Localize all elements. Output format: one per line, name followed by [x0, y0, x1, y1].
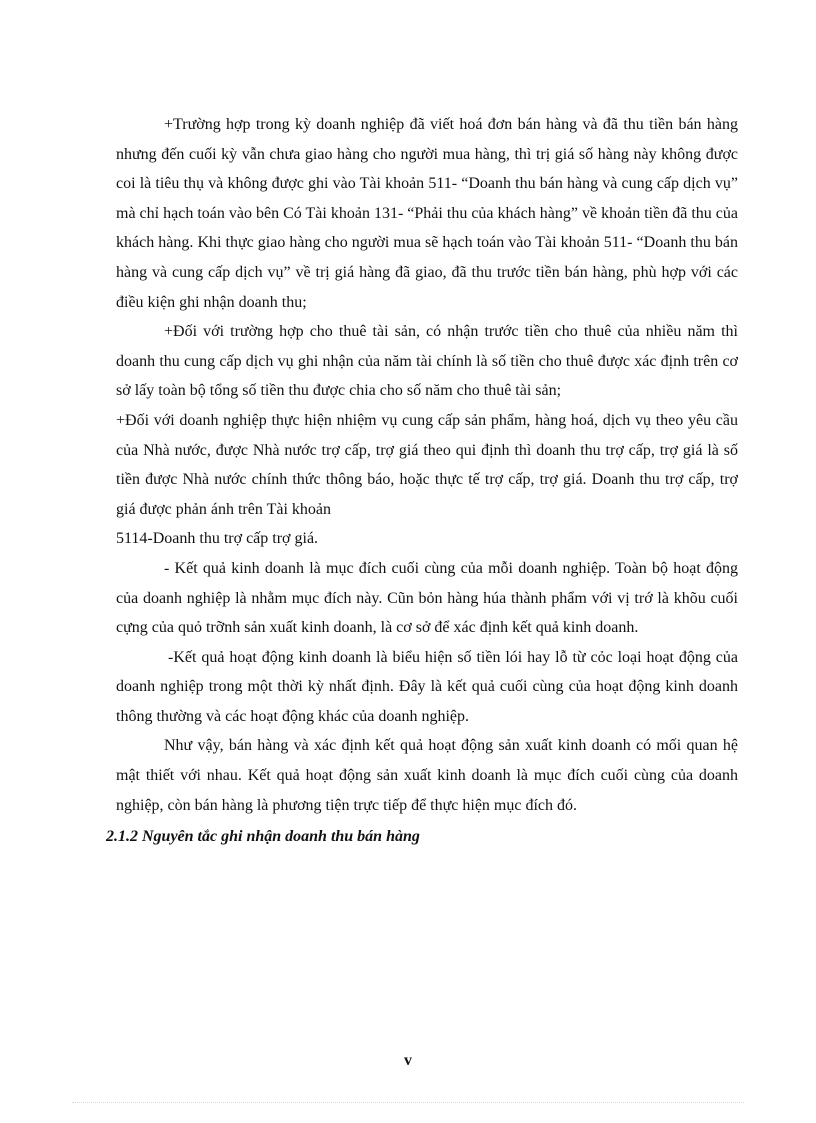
page-bottom-rule [72, 1102, 744, 1103]
section-heading: 2.1.2 Nguyên tắc ghi nhận doanh thu bán hàng [106, 828, 420, 846]
document-body [106, 110, 738, 852]
paragraph-prepaid-sales: +Trường hợp trong kỳ doanh nghiệp đã viết hoá đơn bán hàng và đã thu tiền bán hàng nhưng đến cuối kỳ vẫn chưa giao hàng cho người mua hàng, thì trị giá số hàng này không được coi là tiêu thụ và không được ghi vào Tài khoản 511- “Doanh thu bán hàng và cung cấp dịch vụ” mà chỉ hạch toán vào bên Có Tài khoản 131- “Phải thu của khách hàng” về khoản tiền đã thu của khách hàng. Khi thực giao hàng cho người mua sẽ hạch toán vào Tài khoản 511- “Doanh thu bán hàng và cung cấp dịch vụ” về trị giá hàng đã giao, đã thu trước tiền bán hàng, phù hợp với các điều kiện ghi nhận doanh thu; [116, 116, 738, 311]
paragraph-business-result: - Kết quả kinh doanh là mục đích cuối cùng của mỗi doanh nghiệp. Toàn bộ hoạt động của doanh nghiệp là nhằm mục đích này. Cũn bỏn hàng húa thành phẩm với vị trớ là khõu cuối cựng của quỏ trỡnh sản xuất kinh doanh, là cơ sở để xác định kết quả kinh doanh. [116, 559, 738, 637]
paragraph-asset-lease: +Đối với trường hợp cho thuê tài sản, có nhận trước tiền cho thuê của nhiều năm thì doanh thu cung cấp dịch vụ ghi nhận của năm tài chính là số tiền cho thuê được xác định trên cơ sở lấy toàn bộ tổng số tiền thu được chia cho số năm cho thuê tài sản; [116, 323, 738, 400]
page-number: v [404, 1052, 412, 1069]
paragraph-relationship: Như vậy, bán hàng và xác định kết quả hoạt động sản xuất kinh doanh có mối quan hệ mật thiết với nhau. Kết quả hoạt động sản xuất kinh doanh là mục đích cuối cùng của doanh nghiệp, còn bán hàng là phương tiện trực tiếp để thực hiện mục đích đó. [116, 737, 738, 814]
paragraph-state-subsidy: +Đối với doanh nghiệp thực hiện nhiệm vụ cung cấp sản phẩm, hàng hoá, dịch vụ theo yêu cầu của Nhà nước, được Nhà nước trợ cấp, trợ giá theo qui định thì doanh thu trợ cấp, trợ giá là số tiền được Nhà nước chính thức thông báo, hoặc thực tế trợ cấp, trợ giá. Doanh thu trợ cấp, trợ giá được phản ánh trên Tài khoản [116, 411, 738, 518]
paragraph-account-5114: 5114-Doanh thu trợ cấp trợ giá. [116, 530, 319, 548]
paragraph-operating-result: -Kết quả hoạt động kinh doanh là biểu hiện số tiền lói hay lỗ từ cỏc loại hoạt động của doanh nghiệp trong một thời kỳ nhất định. Đây là kết quả cuối cùng của hoạt động kinh doanh thông thường và các hoạt động khác của doanh nghiệp. [116, 648, 738, 725]
